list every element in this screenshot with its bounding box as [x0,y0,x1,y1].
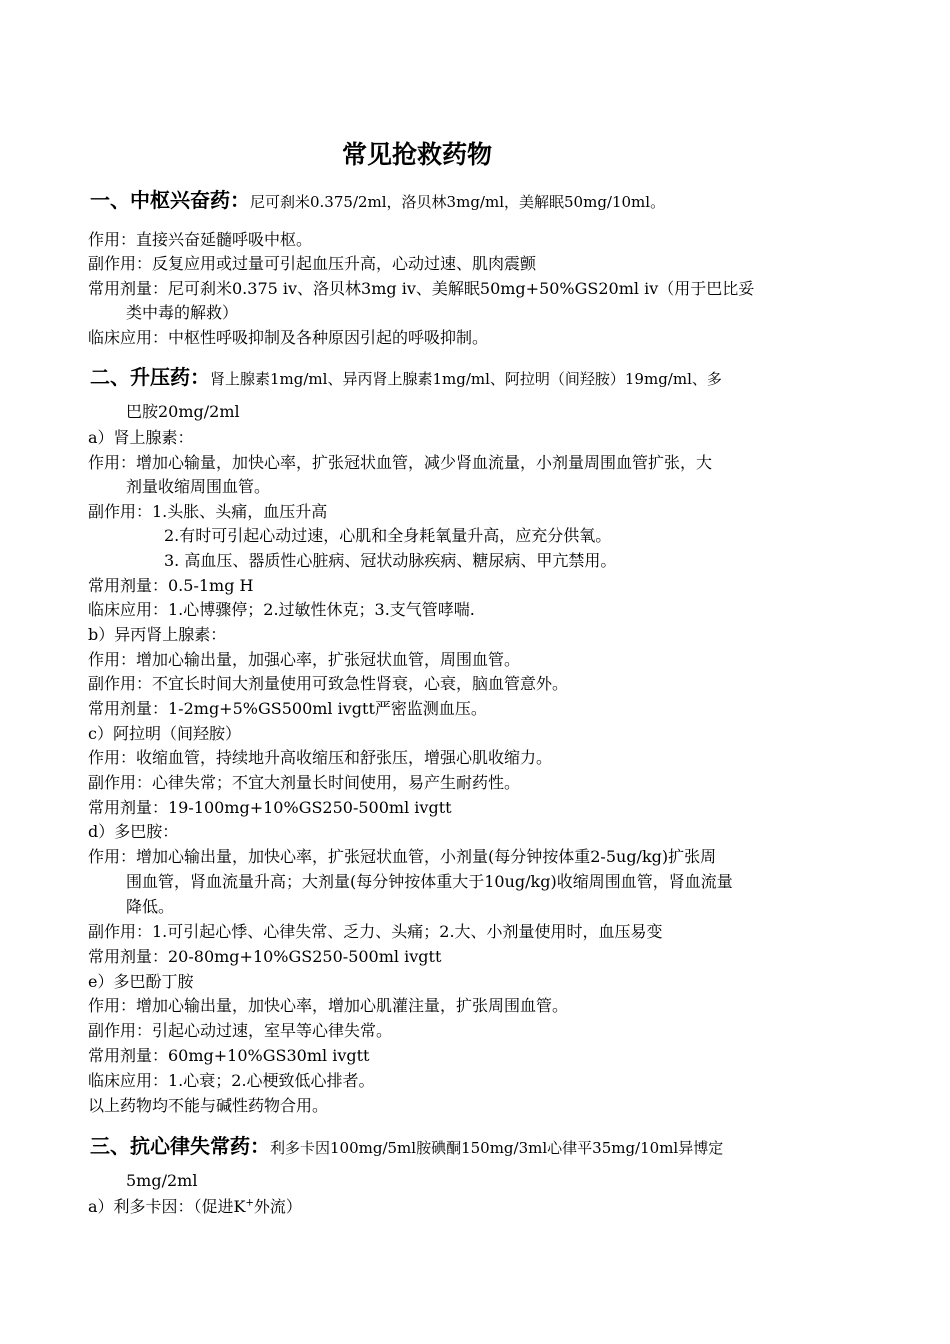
text-line: 副作用：1.头胀、头痛，血压升高 [88,502,328,521]
section-2-heading-line [90,365,722,391]
section-1-drugs: 尼可刹米0.375/2ml，洛贝林3mg/ml，美解眠50mg/10ml。 [250,193,666,211]
section-3-heading: 三、抗心律失常药： [90,1134,270,1158]
text-line: 常用剂量：尼可刹米0.375 iv、洛贝林3mg iv、美解眠50mg+50%GS20ml iv（用于巴比妥 [88,279,755,298]
section-2-drugs: 肾上腺素1mg/ml、异丙肾上腺素1mg/ml、阿拉明（间羟胺）19mg/ml、多 [210,370,722,388]
section-3-heading-line [90,1134,723,1160]
text-line: 围血管，肾血流量升高；大剂量(每分钟按体重大于10ug/kg)收缩周围血管，肾血流量 [126,872,733,891]
text-line: 副作用：心律失常；不宜大剂量长时间使用，易产生耐药性。 [88,773,521,792]
text-line: 作用：增加心输出量，加快心率，增加心肌灌注量，扩张周围血管。 [88,996,569,1015]
section-1-heading-line [90,188,665,214]
text-line: 临床应用：1.心衰；2.心梗致低心排者。 [88,1071,375,1090]
subheading: c）阿拉明（间羟胺） [88,724,241,743]
text-line: 副作用：不宜长时间大剂量使用可致急性肾衰，心衰，脑血管意外。 [88,674,569,693]
section-2-drugs-cont: 巴胺20mg/2ml [126,402,240,421]
text-line: 常用剂量：60mg+10%GS30ml ivgtt [88,1046,370,1065]
text-line: 临床应用：1.心博骤停；2.过敏性休克；3.支气管哮喘. [88,600,475,619]
text-line: 临床应用：中枢性呼吸抑制及各种原因引起的呼吸抑制。 [88,328,489,347]
subheading: b）异丙肾上腺素： [88,625,227,644]
text-line: 常用剂量：0.5-1mg H [88,576,254,595]
subheading [88,1197,302,1217]
superscript: + [245,1197,254,1209]
text-line: 常用剂量：1-2mg+5%GS500ml ivgtt严密监测血压。 [88,699,487,718]
subheading: d）多巴胺： [88,822,179,841]
page-title: 常见抢救药物 [341,140,492,169]
text-line: 作用：增加心输出量，加强心率，扩张冠状血管，周围血管。 [88,650,521,669]
subheading-text: a）利多卡因：（促进K [88,1197,246,1216]
text-line: 副作用：1.可引起心悸、心律失常、乏力、头痛；2.大、小剂量使用时，血压易变 [88,922,663,941]
section-3-drugs: 利多卡因100mg/5ml胺碘酮150mg/3ml心律平35mg/10ml异博定 [270,1139,724,1157]
text-line: 类中毒的解救） [126,303,239,322]
text-line: 3. 高血压、器质性心脏病、冠状动脉疾病、糖尿病、甲亢禁用。 [164,551,617,570]
text-line: 以上药物均不能与碱性药物合用。 [88,1096,329,1115]
text-line: 常用剂量：19-100mg+10%GS250-500ml ivgtt [88,798,452,817]
text-line: 作用：增加心输量，加快心率，扩张冠状血管，减少肾血流量，小剂量周围血管扩张，大 [88,453,713,472]
subheading: e）多巴酚丁胺 [88,972,194,991]
text-line: 作用：收缩血管，持续地升高收缩压和舒张压，增强心肌收缩力。 [88,748,553,767]
subheading: a）肾上腺素： [88,428,194,447]
text-line: 2.有时可引起心动过速，心肌和全身耗氧量升高，应充分供氧。 [164,526,612,545]
section-2-heading: 二、升压药： [90,365,210,389]
text-line: 常用剂量：20-80mg+10%GS250-500ml ivgtt [88,947,442,966]
text-line: 作用：直接兴奋延髓呼吸中枢。 [88,230,313,249]
section-1-heading: 一、中枢兴奋药： [90,188,250,212]
text-line: 作用：增加心输出量，加快心率，扩张冠状血管，小剂量(每分钟按体重2-5ug/kg)扩张周 [88,847,717,866]
text-line: 剂量收缩周围血管。 [126,477,271,496]
text-line: 副作用：反复应用或过量可引起血压升高，心动过速、肌肉震颤 [88,254,537,273]
text-line: 降低。 [126,897,175,916]
section-3-drugs-cont: 5mg/2ml [126,1171,198,1190]
text-line: 副作用：引起心动过速，室早等心律失常。 [88,1021,393,1040]
subheading-text: 外流） [253,1197,302,1216]
